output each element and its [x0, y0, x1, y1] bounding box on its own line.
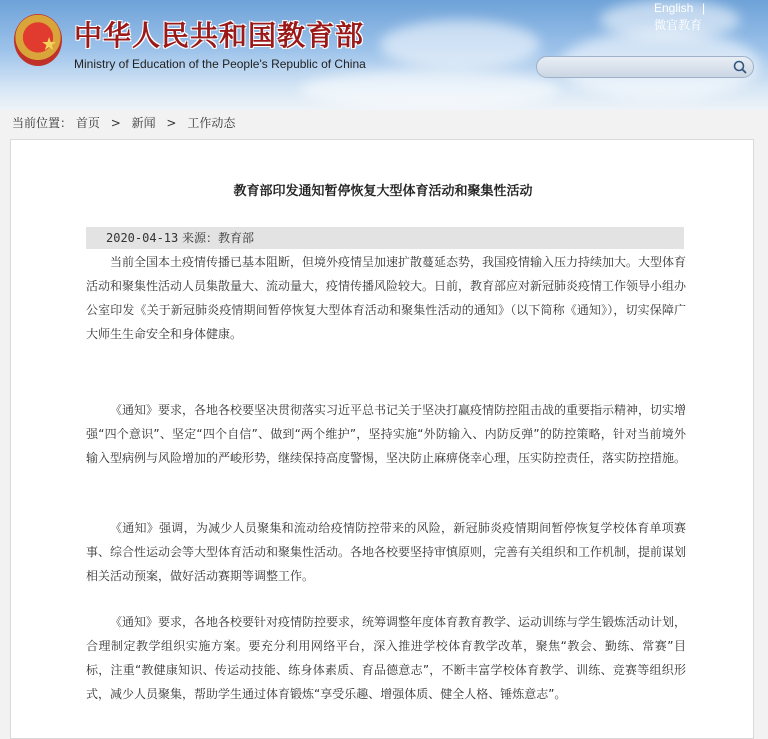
site-title[interactable]: 中华人民共和国教育部	[74, 19, 365, 52]
article-paragraph: 《通知》强调，为减少人员聚集和流动给疫情防控带来的风险，新冠肺炎疫情期间暂停恢复学校体育单项赛事、综合性运动会等大型体育活动和聚集性活动。各地各校要坚持审慎原则，完善有关组织和工作机制，提前谋划相关活动预案，做好活动赛期等调整工作。	[86, 521, 687, 583]
weibo-link[interactable]: 微官教育	[654, 18, 703, 32]
breadcrumb-separator: >	[166, 116, 177, 130]
english-link[interactable]: English	[654, 1, 694, 15]
language-separator: |	[702, 1, 706, 15]
search-icon[interactable]	[731, 59, 749, 75]
search-input[interactable]	[545, 59, 729, 77]
national-emblem-icon[interactable]: ★	[14, 14, 62, 66]
breadcrumb-work-updates[interactable]: 工作动态	[187, 116, 236, 130]
article-meta-bar	[86, 227, 684, 249]
article-paragraph: 《通知》要求，各地各校要针对疫情防控要求，统筹调整年度体育教育教学、运动训练与学生锻炼活动计划，合理制定教学组织实施方案。要充分利用网络平台，深入推进学校体育教学改革，聚焦“教会、勤练、常赛”目标，注重“教健康知识、传运动技能、练身体素质、育品德意志”，不断丰富学校体育教学、训练、竞赛等组织形式，减少人员聚集，帮助学生通过体育锻炼“享受乐趣、增强体质、健全人格、锤炼意志”。	[86, 615, 687, 701]
article-date: 2020-04-13	[106, 231, 179, 245]
site-header	[0, 0, 768, 110]
site-subtitle: Ministry of Education of the People's Republic of China	[74, 57, 366, 71]
article-paragraph: 《通知》要求，各地各校要坚决贯彻落实习近平总书记关于坚决打赢疫情防控阻击战的重要指示精神，切实增强“四个意识”、坚定“四个自信”、做到“两个维护”，坚持实施“外防输入、内防反弹”的防控策略，针对当前境外输入型病例与风险增加的严峻形势，继续保持高度警惕，坚决防止麻痹侥幸心理，压实防控责任，落实防控措施。	[86, 403, 687, 465]
article-paragraph: 当前全国本土疫情传播已基本阻断，但境外疫情呈加速扩散蔓延态势，我国疫情输入压力持续加大。大型体育活动和聚集性活动人员集散量大、流动量大，疫情传播风险较大。日前，教育部应对新冠肺炎疫情工作领导小组办公室印发《关于新冠肺炎疫情期间暂停恢复大型体育活动和聚集性活动的通知》（以下简称《通知》），切实保障广大师生生命安全和身体健康。	[86, 255, 687, 341]
breadcrumb-prefix: 当前位置：	[12, 116, 73, 130]
article-container	[10, 139, 754, 739]
article-title: 教育部印发通知暂停恢复大型体育活动和聚集性活动	[233, 184, 533, 199]
breadcrumb-home[interactable]: 首页	[75, 116, 100, 130]
search-box	[536, 56, 754, 78]
breadcrumb-separator: >	[110, 116, 121, 130]
breadcrumb	[12, 114, 235, 131]
article-source: 来源：教育部	[182, 231, 255, 245]
breadcrumb-news[interactable]: 新闻	[131, 116, 156, 130]
